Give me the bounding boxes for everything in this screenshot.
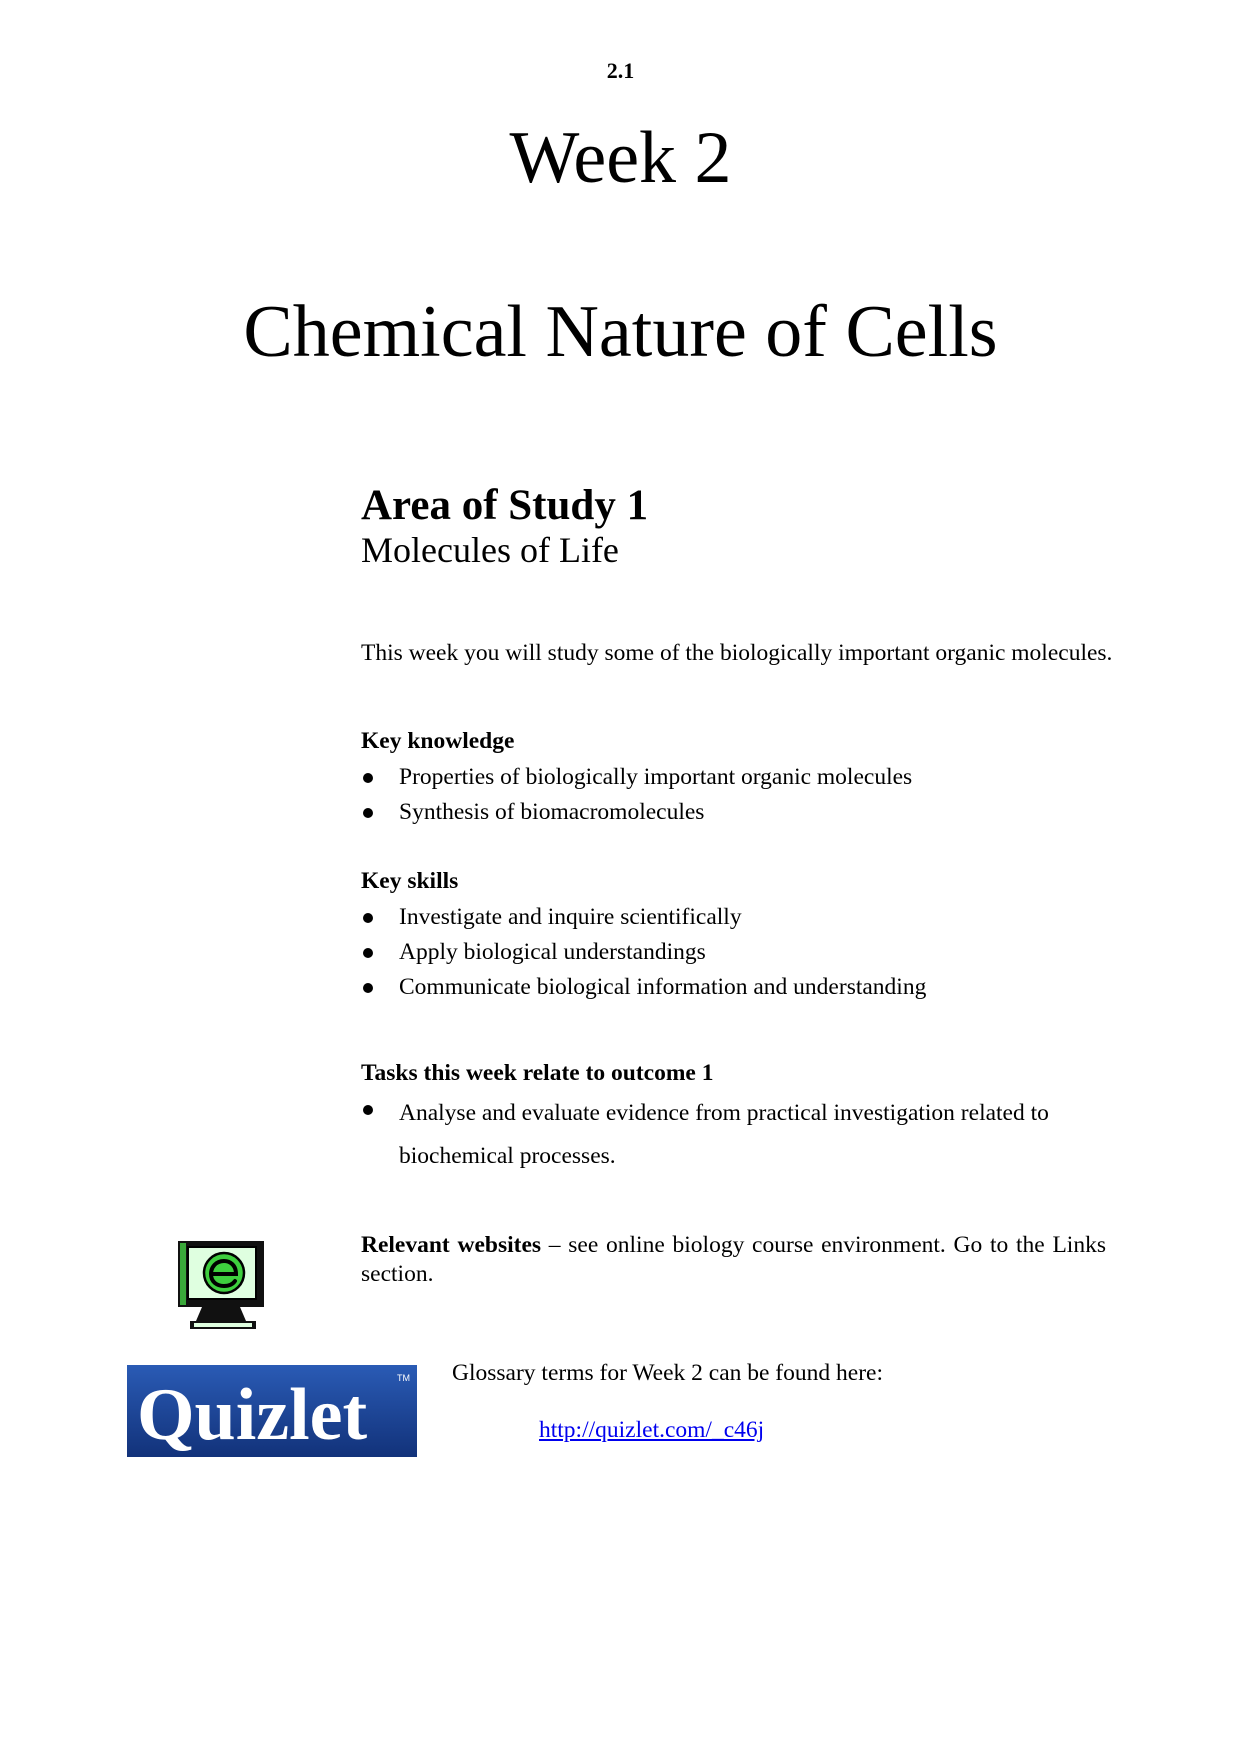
list-item [361, 970, 926, 1005]
glossary-link[interactable]: http://quizlet.com/_c46j [539, 1417, 765, 1443]
list-item [361, 900, 926, 935]
computer-e-icon [172, 1237, 270, 1333]
area-of-study-title: Area of Study 1 [361, 482, 649, 529]
list-item-text: Communicate biological information and understanding [399, 974, 927, 1000]
list-item [361, 935, 926, 970]
quizlet-tm-mark: TM [397, 1373, 410, 1383]
bullet-icon [363, 1105, 373, 1115]
key-skills-heading: Key skills [361, 868, 459, 894]
area-of-study-subtitle: Molecules of Life [361, 530, 619, 570]
list-item [361, 1092, 1101, 1178]
glossary-text: Glossary terms for Week 2 can be found here: [452, 1360, 883, 1386]
key-knowledge-heading: Key knowledge [361, 728, 515, 754]
quizlet-logo-text: Quizlet [137, 1374, 368, 1456]
week-title: Week 2 [509, 117, 732, 199]
relevant-websites-text: – see online biology course environment. Go to the Links section. [361, 1232, 1106, 1287]
list-item-text: Properties of biologically important organic molecules [399, 764, 913, 790]
page-number: 2.1 [606, 58, 635, 83]
list-item-text: Investigate and inquire scientifically [399, 904, 742, 930]
list-item-text: Analyse and evaluate evidence from practical investigation related to biochemical processes. [399, 1100, 1049, 1169]
bullet-icon [363, 913, 373, 923]
bullet-icon [363, 948, 373, 958]
list-item-text: Synthesis of biomacromolecules [399, 799, 705, 825]
tasks-heading: Tasks this week relate to outcome 1 [361, 1060, 714, 1086]
bullet-icon [363, 808, 373, 818]
tasks-list [361, 1092, 1101, 1178]
relevant-websites-paragraph [361, 1231, 1106, 1289]
list-item [361, 760, 912, 795]
quizlet-logo [127, 1365, 417, 1457]
relevant-websites-label: Relevant websites [361, 1232, 542, 1258]
chapter-title: Chemical Nature of Cells [243, 291, 998, 373]
list-item-text: Apply biological understandings [399, 939, 706, 965]
bullet-icon [363, 983, 373, 993]
intro-paragraph: This week you will study some of the biologically important organic molecules. [361, 640, 1113, 666]
list-item [361, 795, 912, 830]
key-knowledge-list [361, 760, 912, 830]
bullet-icon [363, 773, 373, 783]
key-skills-list [361, 900, 926, 1005]
